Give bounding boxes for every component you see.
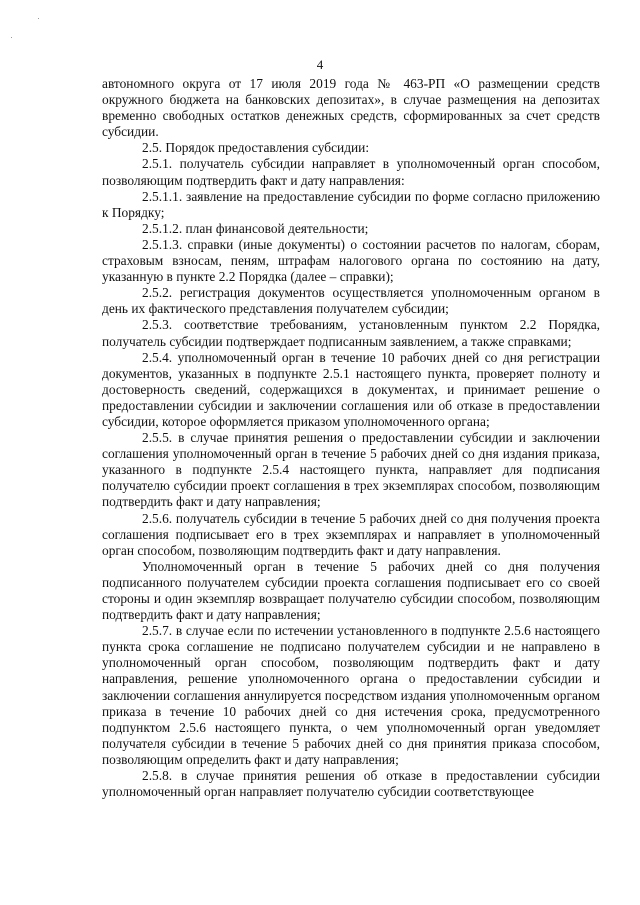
paragraph: 2.5.1.3. справки (иные документы) о состоянии расчетов по налогам, сборам, страховым взносам, пеням, штрафам налогового органа по состоянию на дату, указанную в пункте 2.2 Порядка (далее – справки); bbox=[102, 236, 600, 285]
paragraph: 2.5.8. в случае принятия решения об отказе в предоставлении субсидии уполномоченный орган направляет получателю субсидии соответствующее bbox=[102, 768, 600, 800]
paragraph: автономного округа от 17 июля 2019 года № 463-РП «О размещении средств окружного бюджета на банковских депозитах», в случае размещения на депозитах временно свободных остатков денежных средств, сформированных за счет средств субсидии. bbox=[102, 76, 600, 140]
paragraph: 2.5.4. уполномоченный орган в течение 10 рабочих дней со дня регистрации документов, указанных в подпункте 2.5.1 настоящего пункта, проверяет полноту и достоверность сведений, содержащихся в документах, и принимает решение о предоставлении субсидии и заключении соглашения или об отказе в предоставлении субсидии, которое оформляется приказом уполномоченного органа; bbox=[102, 349, 600, 429]
paragraph: 2.5.6. получатель субсидии в течение 5 рабочих дней со дня получения проекта соглашения подписывает его в трех экземплярах и направляет в уполномоченный орган способом, позволяющим подтвердить факт и дату направления. bbox=[102, 510, 600, 558]
paragraph: 2.5.1. получатель субсидии направляет в уполномоченный орган способом, позволяющим подтвердить факт и дату направления: bbox=[102, 156, 600, 188]
scan-speck bbox=[11, 37, 12, 38]
paragraph: 2.5.1.2. план финансовой деятельности; bbox=[142, 220, 369, 236]
paragraph: 2.5.5. в случае принятия решения о предоставлении субсидии и заключении соглашения уполномоченный орган в течение 5 рабочих дней со дня издания приказа, указанного в подпункте 2.5.4 настоящего пункта, направляет для подписания получателю субсидии проект соглашения в трех экземплярах способом, позволяющим подтвердить факт и дату направления; bbox=[102, 430, 600, 510]
paragraph: Уполномоченный орган в течение 5 рабочих дней со дня получения подписанного получателем субсидии проекта соглашения подписывает его со своей стороны и один экземпляр возвращает получателю субсидии способом, позволяющим подтвердить факт и дату направления; bbox=[102, 558, 600, 623]
paragraph: 2.5.1.1. заявление на предоставление субсидии по форме согласно приложению к Порядку; bbox=[102, 188, 600, 220]
paragraph: 2.5. Порядок предоставления субсидии: bbox=[142, 140, 370, 156]
page-number: 4 bbox=[316, 57, 324, 72]
paragraph: 2.5.7. в случае если по истечении установленного в подпункте 2.5.6 настоящего пункта срока соглашение не подписано получателем субсидии и не направлено в уполномоченный орган способом, позволяющим подтвердить факт и дату направления, решение уполномоченного органа о предоставлении субсидии и заключении соглашения аннулируется посредством издания уполномоченным органом приказа в течение 10 рабочих дней со дня истечения срока, предусмотренного подпунктом 2.5.6 настоящего пункта, о чем уполномоченный орган уведомляет получателя субсидии в течение 5 рабочих дней со дня принятия приказа способом, позволяющим определить факт и дату направления; bbox=[102, 623, 600, 767]
paragraph: 2.5.3. соответствие требованиям, установленным пунктом 2.2 Порядка, получатель субсидии подтверждает подписанным заявлением, а также справками; bbox=[102, 317, 600, 349]
document-body bbox=[102, 76, 600, 800]
scan-speck bbox=[38, 18, 39, 19]
paragraph: 2.5.2. регистрация документов осуществляется уполномоченным органом в день их фактического представления получателем субсидии; bbox=[102, 285, 600, 317]
